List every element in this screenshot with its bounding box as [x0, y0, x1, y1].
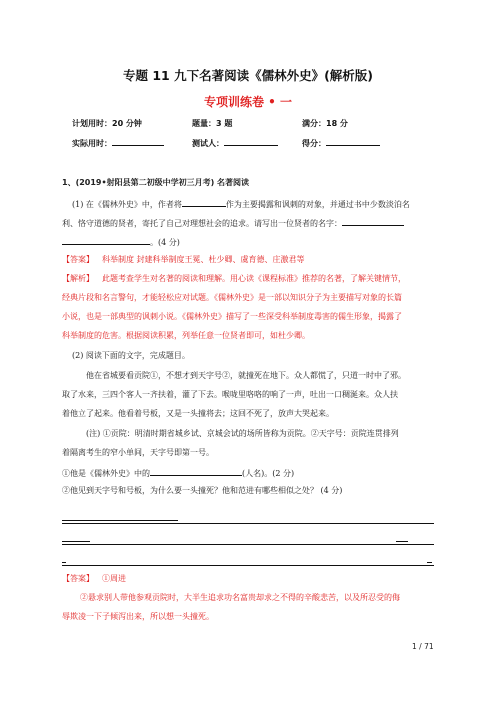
answer-line-3a[interactable]	[62, 562, 66, 563]
answer1-tag: 【答案】	[62, 255, 94, 264]
analysis-line1	[62, 274, 406, 284]
sub-question-2: ②他见到天字号和号板，为什么要一头撞死？他和范进有哪些相似之处？ (4 分)	[62, 486, 343, 495]
document-subtitle: 专项训练卷 • 一	[203, 95, 293, 109]
tester-label: 测试人：	[192, 139, 224, 148]
sub1-blank[interactable]	[150, 467, 242, 476]
page-number: 1 / 71	[412, 642, 434, 651]
analysis-line2: 经典片段和名言警句，才能轻松应对试题。《儒林外史》是一部以知识分子为主要描写对象的长篇	[62, 293, 402, 302]
q1-line2-text: 利、恪守道德的贤者，寄托了自己对理想社会的追求。请写出一位贤者的名字：	[62, 219, 342, 228]
note-line2: 着隔离考生的窄小单间，天字号即第一号。	[62, 448, 214, 457]
answer-line-3b[interactable]	[427, 562, 432, 563]
tester-blank[interactable]	[224, 137, 278, 146]
q2-intro: (2) 阅读下面的文字，完成题目。	[72, 351, 190, 360]
q1-line3-post: 。(4 分)	[150, 238, 180, 247]
tester-field	[192, 137, 278, 149]
actual-time-label: 实际用时：	[72, 139, 112, 148]
q1-line1-pre: (1) 在《儒林外史》中，作者将	[72, 200, 182, 209]
note-line1: (注) ①贡院：明清时期省城乡试、京城会试的场所皆称为贡院。②天字号：贡院连贯排列	[86, 429, 399, 438]
answer2-line3: 辱欺凌一下子倾泻出来，所以想一头撞死。	[62, 612, 214, 621]
score-blank[interactable]	[326, 137, 380, 146]
actual-time-field	[72, 137, 164, 149]
answer-line-2[interactable]	[62, 544, 434, 545]
answer2-text-1: ①周进	[102, 574, 126, 583]
question-heading: 1、(2019•射阳县第二初级中学初三月考) 名著阅读	[62, 178, 250, 187]
full-score-label: 满分：18 分	[302, 119, 348, 128]
answer-line-3[interactable]	[62, 565, 434, 566]
sub1-pre: ①他是《儒林外史》中的	[62, 469, 150, 478]
q1-blank-1[interactable]	[182, 198, 226, 207]
passage-line1: 他在省城要看贡院①，不想才到天字号②，就撞死在地下。众人都慌了，只道一时中了邪。	[86, 371, 406, 380]
question-count-label: 题量：3 题	[192, 119, 233, 128]
analysis-text-1: 此题考查学生对名著的阅读和理解。用心读《课程标准》推荐的名著，了解关键情节，	[102, 274, 406, 283]
answer-line-1[interactable]	[62, 523, 434, 524]
answer1	[62, 255, 305, 265]
plan-time-label: 计划用时：20 分钟	[72, 119, 142, 128]
q1-blank-2[interactable]	[342, 217, 404, 226]
q1-line3	[62, 236, 180, 248]
actual-time-blank[interactable]	[112, 137, 164, 146]
passage-line2: 取了水来，三四个客人一齐扶着，灌了下去。喉咙里咯咯的响了一声，吐出一口稠涎来。众人扶	[62, 390, 398, 399]
answer2	[62, 574, 126, 584]
score-field	[302, 137, 380, 149]
answer-line-1a[interactable]	[62, 520, 178, 521]
document-title: 专题 11 九下名著阅读《儒林外史》(解析版)	[122, 68, 374, 83]
answer-line-2a[interactable]	[62, 541, 90, 542]
answer1-text: 科举制度 封建科举制度王冕、杜少卿、虞育德、庄激君等	[102, 255, 305, 264]
answer-line-2b[interactable]	[396, 541, 408, 542]
analysis-tag: 【解析】	[62, 274, 94, 283]
passage-line3: 着他立了起来。他看着号板，又是一头撞将去；这回不死了，放声大哭起来。	[62, 409, 334, 418]
sub1-post: (人名)。(2 分)	[242, 469, 295, 478]
score-label: 得分：	[302, 139, 326, 148]
answer2-line2: ②悬求别人带他参观贡院时，大半生追求功名富贵却求之不得的辛酸悲苦，以及所忍受的侮	[80, 593, 400, 602]
q1-blank-3[interactable]	[62, 236, 150, 245]
q1-line2	[62, 217, 404, 229]
analysis-line3: 小说，也是一部典型的讽刺小说。《儒林外史》描写了一些深受科举制度毒害的儒生形象，揭露了	[62, 312, 402, 321]
analysis-line4: 科举制度的危害。根据阅读积累，列举任意一位贤者即可，如杜少卿。	[62, 331, 310, 340]
q1-line1	[72, 198, 410, 210]
answer2-tag: 【答案】	[62, 574, 94, 583]
q1-line1-post: 作为主要揭露和讽刺的对象，并通过书中少数淡泊名	[225, 200, 410, 209]
sub-question-1	[62, 467, 294, 479]
